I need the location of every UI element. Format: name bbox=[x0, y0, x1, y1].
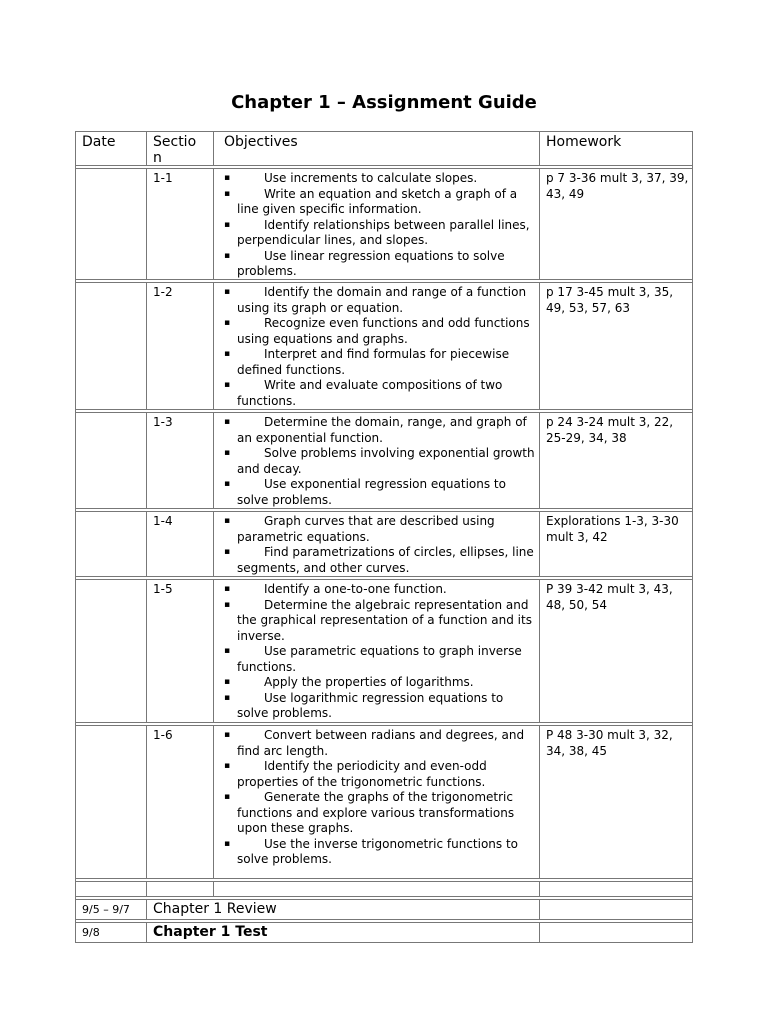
table-row bbox=[75, 726, 693, 878]
section-cell: 1-5 bbox=[146, 580, 213, 722]
objective-item bbox=[224, 644, 535, 675]
objective-item bbox=[224, 415, 535, 446]
homework-cell: P 39 3-42 mult 3, 43, 48, 50, 54 bbox=[539, 580, 694, 722]
bullet-icon: ▪ bbox=[224, 318, 231, 328]
table-row bbox=[75, 580, 693, 722]
test-date: 9/8 bbox=[82, 926, 100, 939]
homework-cell: P 48 3-30 mult 3, 32, 34, 38, 45 bbox=[539, 726, 694, 878]
bullet-icon: ▪ bbox=[224, 287, 231, 297]
blank-objectives-cell bbox=[213, 882, 539, 896]
bullet-icon: ▪ bbox=[224, 792, 231, 802]
objective-item bbox=[224, 187, 535, 218]
homework-cell: p 7 3-36 mult 3, 37, 39, 43, 49 bbox=[539, 169, 694, 279]
test-row bbox=[75, 923, 693, 943]
objective-text: Find parametrizations of circles, ellipses, line segments, and other curves. bbox=[237, 545, 534, 575]
date-cell bbox=[76, 283, 146, 409]
review-homework-cell bbox=[539, 900, 694, 919]
bullet-icon: ▪ bbox=[224, 173, 231, 183]
objective-text: Determine the domain, range, and graph of an exponential function. bbox=[237, 415, 527, 445]
objective-item bbox=[224, 728, 535, 759]
test-homework-cell bbox=[539, 923, 694, 942]
bullet-icon: ▪ bbox=[224, 479, 231, 489]
objective-text: Write an equation and sketch a graph of a line given specific information. bbox=[237, 186, 518, 216]
bullet-icon: ▪ bbox=[224, 692, 231, 703]
objective-item bbox=[224, 759, 535, 790]
objective-text: Use linear regression equations to solve problems. bbox=[237, 248, 505, 278]
objectives-cell bbox=[213, 413, 539, 508]
header-homework: Homework bbox=[539, 132, 694, 165]
objectives-cell bbox=[213, 726, 539, 878]
bullet-icon: ▪ bbox=[224, 448, 231, 458]
objectives-cell bbox=[213, 512, 539, 576]
bullet-icon: ▪ bbox=[224, 730, 231, 740]
objective-item bbox=[224, 514, 535, 545]
objective-text: Identify the periodicity and even-odd properties of the trigonometric functions. bbox=[237, 759, 487, 789]
objective-item bbox=[224, 545, 535, 576]
header-objectives: Objectives bbox=[213, 132, 539, 165]
bullet-icon: ▪ bbox=[224, 584, 231, 594]
homework-cell: Explorations 1-3, 3-30 mult 3, 42 bbox=[539, 512, 694, 576]
bullet-icon: ▪ bbox=[224, 380, 231, 390]
objective-item bbox=[224, 790, 535, 837]
objective-item bbox=[224, 249, 535, 280]
blank-row bbox=[75, 882, 693, 896]
homework-cell: p 24 3-24 mult 3, 22, 25-29, 34, 38 bbox=[539, 413, 694, 508]
table-row bbox=[75, 283, 693, 409]
objective-item bbox=[224, 171, 535, 187]
section-cell: 1-3 bbox=[146, 413, 213, 508]
bullet-icon: ▪ bbox=[224, 646, 231, 656]
objective-item bbox=[224, 598, 535, 645]
bullet-icon: ▪ bbox=[224, 349, 231, 359]
date-cell bbox=[76, 413, 146, 508]
table-row bbox=[75, 169, 693, 279]
objective-item bbox=[224, 347, 535, 378]
bullet-icon: ▪ bbox=[224, 677, 231, 687]
bullet-icon: ▪ bbox=[224, 417, 231, 427]
section-cell: 1-1 bbox=[146, 169, 213, 279]
objective-item bbox=[224, 378, 535, 409]
objective-text: Use exponential regression equations to solve problems. bbox=[237, 477, 506, 507]
bullet-icon: ▪ bbox=[224, 516, 231, 526]
homework-cell: p 17 3-45 mult 3, 35, 49, 53, 57, 63 bbox=[539, 283, 694, 409]
table-header-row bbox=[75, 131, 693, 165]
table-row bbox=[75, 413, 693, 508]
objective-text: Use logarithmic regression equations to solve problems. bbox=[237, 690, 504, 720]
section-cell: 1-2 bbox=[146, 283, 213, 409]
review-label: Chapter 1 Review bbox=[146, 900, 539, 919]
blank-section-cell bbox=[146, 882, 213, 896]
objective-item bbox=[224, 582, 535, 598]
header-date: Date bbox=[82, 134, 116, 150]
date-cell bbox=[76, 512, 146, 576]
objective-text: Identify the domain and range of a function using its graph or equation. bbox=[237, 285, 527, 315]
date-cell bbox=[76, 580, 146, 722]
objective-text: Interpret and find formulas for piecewise defined functions. bbox=[237, 347, 510, 377]
objectives-cell bbox=[213, 580, 539, 722]
objective-text: Apply the properties of logarithms. bbox=[264, 675, 474, 689]
review-row bbox=[75, 900, 693, 919]
objective-item bbox=[224, 477, 535, 508]
bullet-icon: ▪ bbox=[224, 599, 231, 610]
objective-text: Use the inverse trigonometric functions to solve problems. bbox=[237, 836, 519, 866]
objective-text: Recognize even functions and odd functions using equations and graphs. bbox=[237, 316, 530, 346]
objective-item bbox=[224, 218, 535, 249]
bullet-icon: ▪ bbox=[224, 219, 231, 230]
bullet-icon: ▪ bbox=[224, 250, 231, 261]
bullet-icon: ▪ bbox=[224, 838, 231, 849]
objective-item bbox=[224, 691, 535, 722]
objectives-cell bbox=[213, 169, 539, 279]
blank-date-cell bbox=[76, 882, 146, 896]
objective-text: Graph curves that are described using parametric equations. bbox=[237, 514, 495, 544]
header-section: Sectio n bbox=[146, 132, 213, 165]
objective-item bbox=[224, 285, 535, 316]
bullet-icon: ▪ bbox=[224, 547, 231, 557]
bullet-icon: ▪ bbox=[224, 761, 231, 771]
objective-text: Identify relationships between parallel lines, perpendicular lines, and slopes. bbox=[237, 217, 530, 247]
test-label: Chapter 1 Test bbox=[146, 923, 539, 942]
assignment-table bbox=[75, 131, 693, 943]
objectives-cell bbox=[213, 283, 539, 409]
objective-text: Generate the graphs of the trigonometric functions and explore various transformations upon these graphs. bbox=[237, 790, 515, 835]
review-date: 9/5 – 9/7 bbox=[82, 903, 130, 916]
objective-item bbox=[224, 675, 535, 691]
objective-item bbox=[224, 837, 535, 868]
objective-text: Write and evaluate compositions of two functions. bbox=[237, 378, 503, 408]
objective-text: Convert between radians and degrees, and find arc length. bbox=[237, 728, 525, 758]
bullet-icon: ▪ bbox=[224, 188, 231, 199]
date-cell bbox=[76, 726, 146, 878]
section-cell: 1-6 bbox=[146, 726, 213, 878]
objective-text: Identify a one-to-one function. bbox=[264, 582, 447, 596]
page-title: Chapter 1 – Assignment Guide bbox=[231, 92, 537, 113]
objective-text: Determine the algebraic representation and the graphical representation of a function and its inverse. bbox=[237, 597, 532, 643]
date-cell bbox=[76, 169, 146, 279]
section-cell: 1-4 bbox=[146, 512, 213, 576]
objective-text: Use parametric equations to graph inverse functions. bbox=[237, 644, 522, 674]
table-row bbox=[75, 512, 693, 576]
objective-text: Use increments to calculate slopes. bbox=[264, 171, 478, 185]
objective-item bbox=[224, 316, 535, 347]
blank-homework-cell bbox=[539, 882, 694, 896]
objective-item bbox=[224, 446, 535, 477]
objective-text: Solve problems involving exponential growth and decay. bbox=[237, 446, 535, 476]
